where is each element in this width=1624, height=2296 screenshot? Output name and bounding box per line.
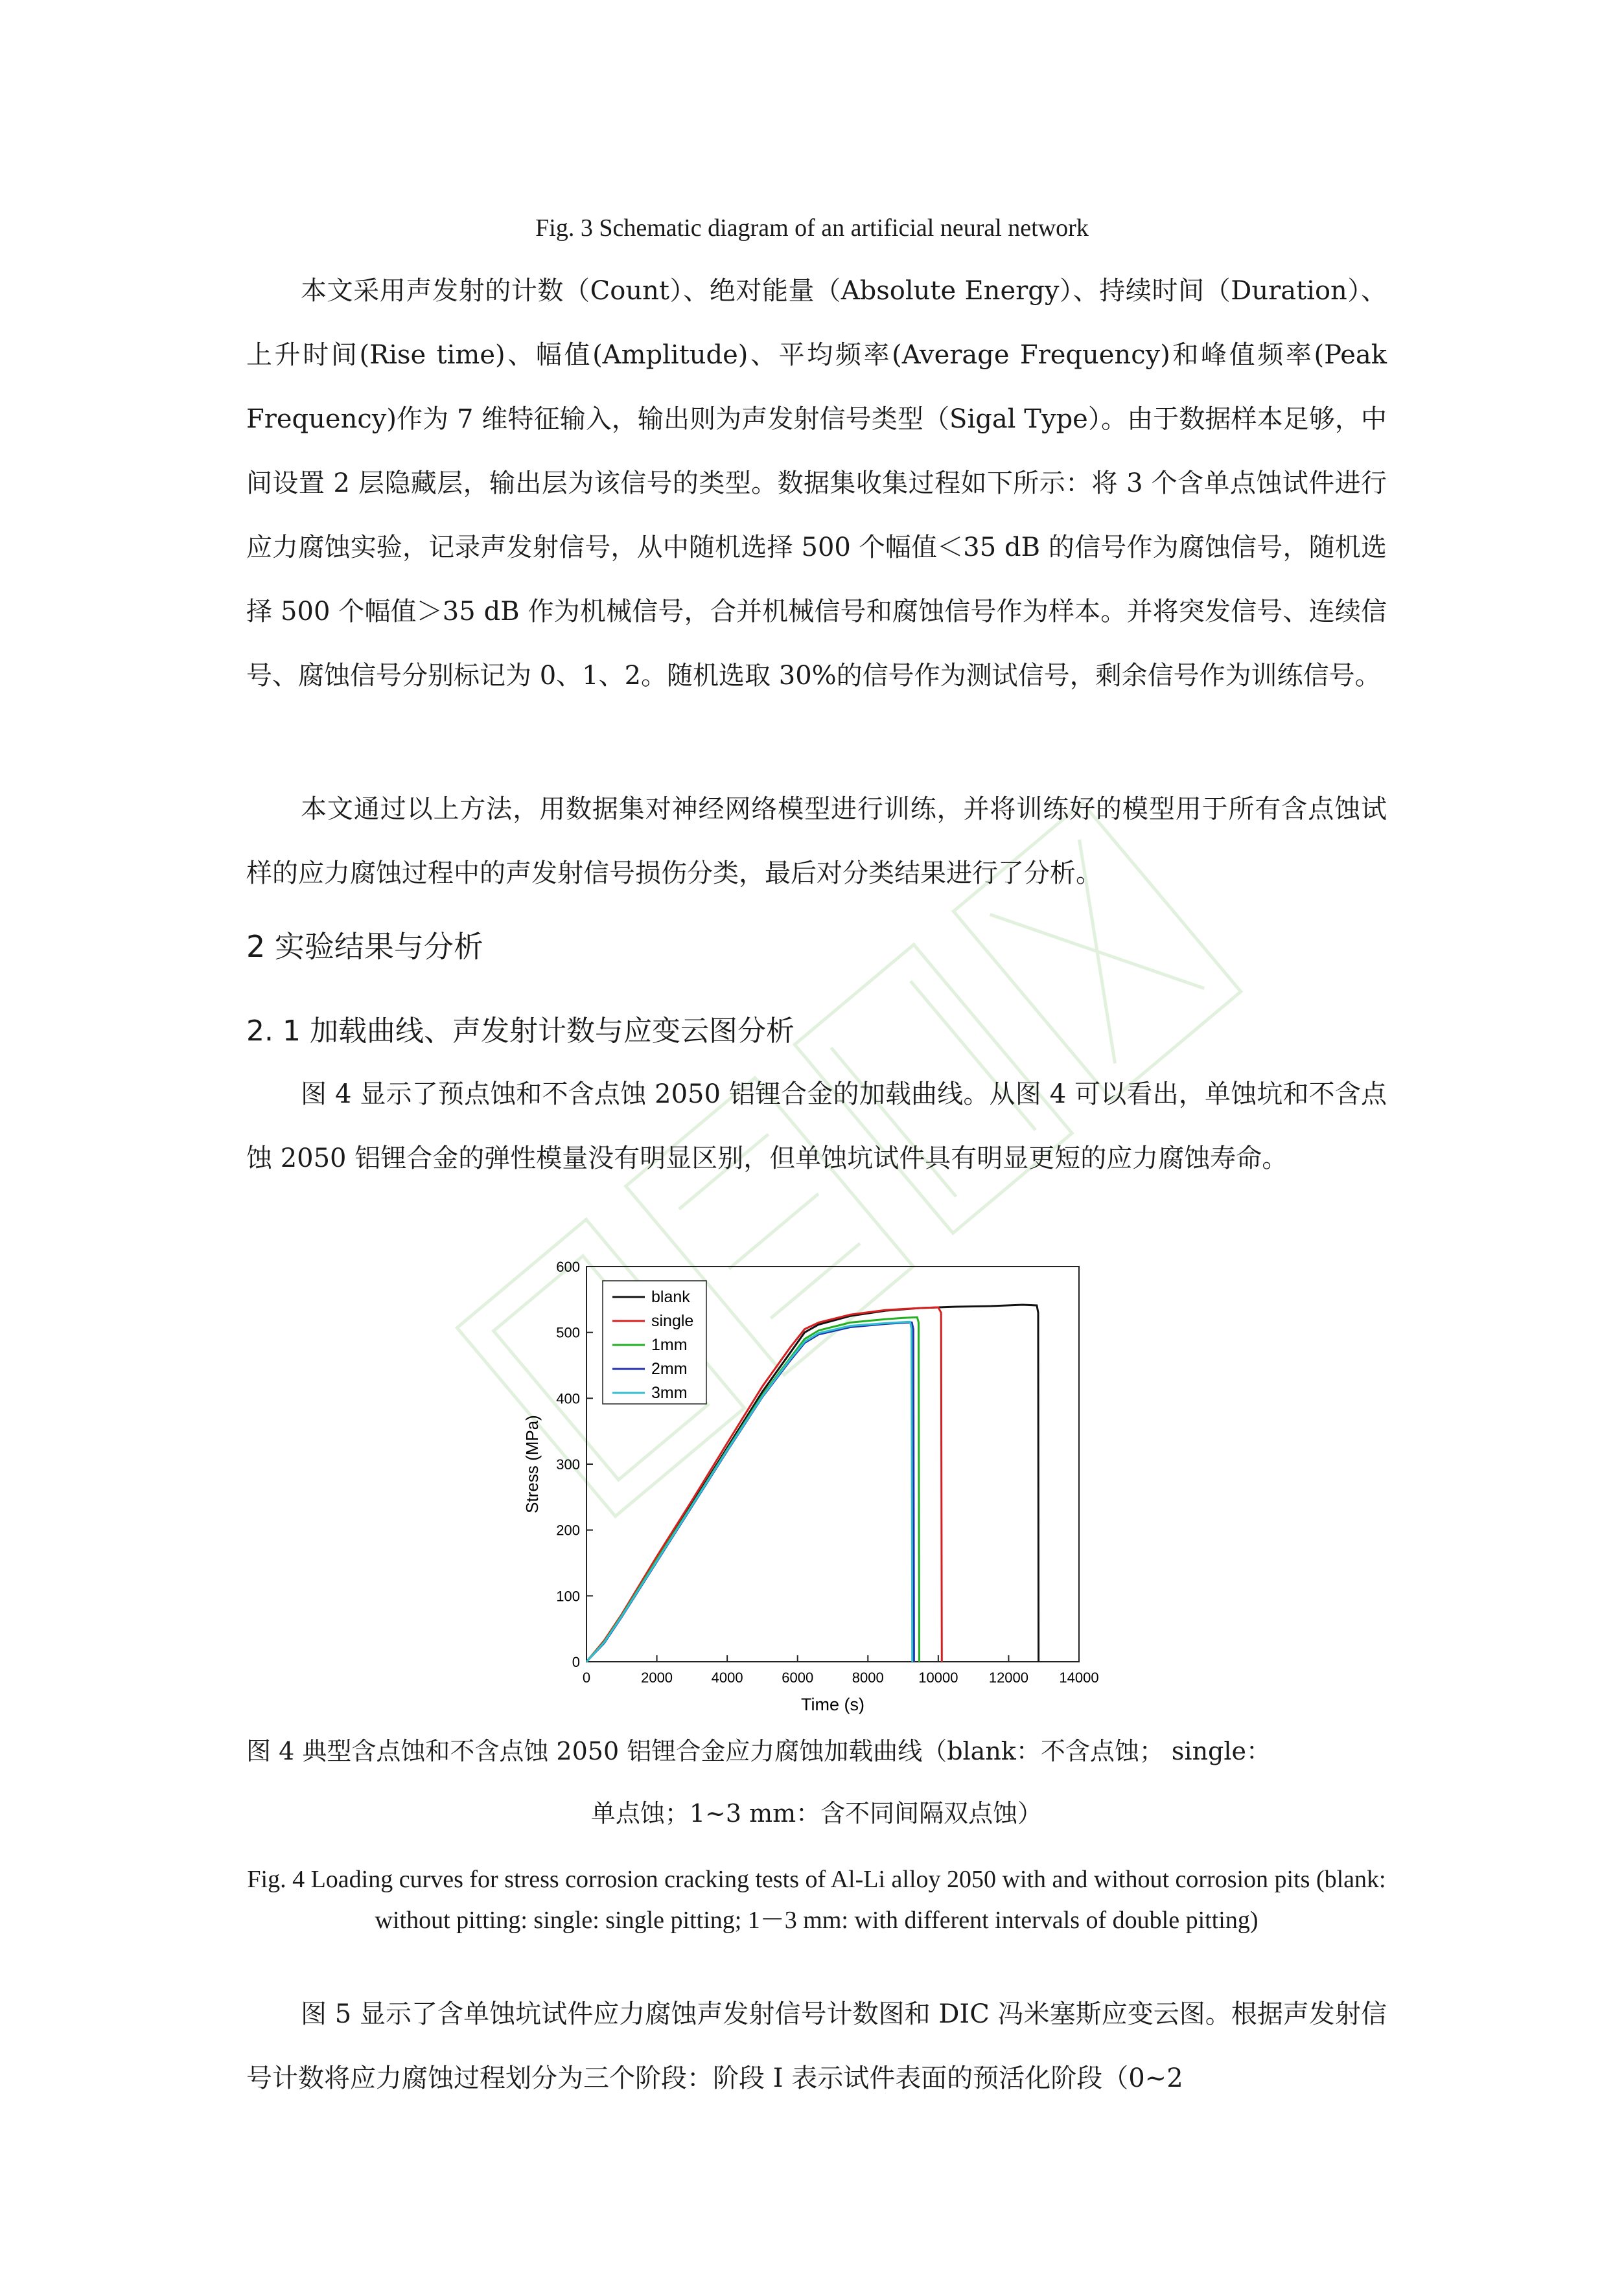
figure-4-caption-cn [246,1720,1387,1844]
y-tick-label: 600 [556,1259,580,1275]
paragraph-text: 图 4 显示了预点蚀和不含点蚀 2050 铝锂合金的加载曲线。从图 4 可以看出，单蚀坑和不含点蚀 2050 铝锂合金的弹性模量没有明显区别，但单蚀坑试件具有明显更短的应力腐蚀寿命。 [246,1079,1387,1173]
legend-label: 2mm [651,1360,688,1378]
section-heading-2-1: 2. 1 加载曲线、声发射计数与应变云图分析 [246,1015,795,1048]
x-tick-label: 12000 [988,1670,1029,1686]
section-heading-2: 2 实验结果与分析 [246,929,483,964]
x-tick-label: 14000 [1059,1670,1099,1686]
legend-label: 3mm [651,1384,688,1402]
x-axis-label: Time (s) [801,1695,864,1714]
x-tick-label: 8000 [852,1670,884,1686]
legend [603,1281,706,1404]
figure-3-caption: Fig. 3 Schematic diagram of an artificial neural network [535,214,1089,242]
paragraph-acoustic-emission [246,1982,1387,2111]
x-tick-label: 10000 [918,1670,958,1686]
caption-line: 图 4 典型含点蚀和不含点蚀 2050 铝锂合金应力腐蚀加载曲线（blank：不含点蚀； single： [246,1737,1271,1765]
paragraph-text: 图 5 显示了含单蚀坑试件应力腐蚀声发射信号计数图和 DIC 冯米塞斯应变云图。根据声发射信号计数将应力腐蚀过程划分为三个阶段：阶段 I 表示试件表面的预活化阶段（0~2 [246,1999,1387,2093]
y-tick-label: 0 [572,1654,580,1670]
x-tick-label: 4000 [711,1670,743,1686]
paragraph-text: 本文通过以上方法，用数据集对神经网络模型进行训练，并将训练好的模型用于所有含点蚀试样的应力腐蚀过程中的声发射信号损伤分类，最后对分类结果进行了分析。 [246,794,1387,888]
y-tick-label: 500 [556,1324,580,1341]
paragraph-loading-curves [246,1062,1387,1191]
x-tick-label: 0 [582,1670,591,1686]
loading-curve-chart [512,1257,1115,1717]
legend-label: 1mm [651,1336,688,1354]
y-tick-label: 300 [556,1456,580,1473]
x-axis-ticks [583,1655,1099,1686]
y-axis-label: Stress (MPa) [522,1415,542,1513]
legend-label: single [651,1312,694,1330]
y-tick-label: 100 [556,1588,580,1605]
x-tick-label: 2000 [641,1670,673,1686]
x-tick-label: 6000 [782,1670,814,1686]
y-axis-ticks [556,1259,593,1670]
figure-4-caption-en: Fig. 4 Loading curves for stress corrosion cracking tests of Al-Li alloy 2050 with and without corrosion pits (blank: without pitting: single: single pitting; 1－3 mm: with different intervals of double pitting) [247,1866,1386,1934]
y-tick-label: 200 [556,1522,580,1539]
legend-label: blank [651,1288,690,1306]
caption-line: 单点蚀；1~3 mm：含不同间隔双点蚀） [590,1799,1043,1828]
paragraph-text: 本文采用声发射的计数（Count）、绝对能量（Absolute Energy）、持续时间（Duration）、上升时间(Rise time)、幅值(Amplitude)、平均频率(Average Frequency)和峰值频率(Peak Frequency)作为 7 维特征输入，输出则为声发射信号类型（Sigal Type）。由于数据样本足够，中间设置 2 层隐藏层，输出层为该信号的类型。数据集收集过程如下所示：将 3 个含单点蚀试件进行应力腐蚀实验，记录声发射信号，从中随机选择 500 个幅值＜35 dB 的信号作为腐蚀信号，随机选择 500 个幅值＞35 dB 作为机械信号，合并机械信号和腐蚀信号作为样本。并将突发信号、连续信号、腐蚀信号分别标记为 0、1、2。随机选取 30%的信号作为测试信号，剩余信号作为训练信号。 [246,276,1387,691]
y-tick-label: 400 [556,1390,580,1407]
paragraph-training [246,777,1387,906]
paragraph-features [246,259,1387,708]
